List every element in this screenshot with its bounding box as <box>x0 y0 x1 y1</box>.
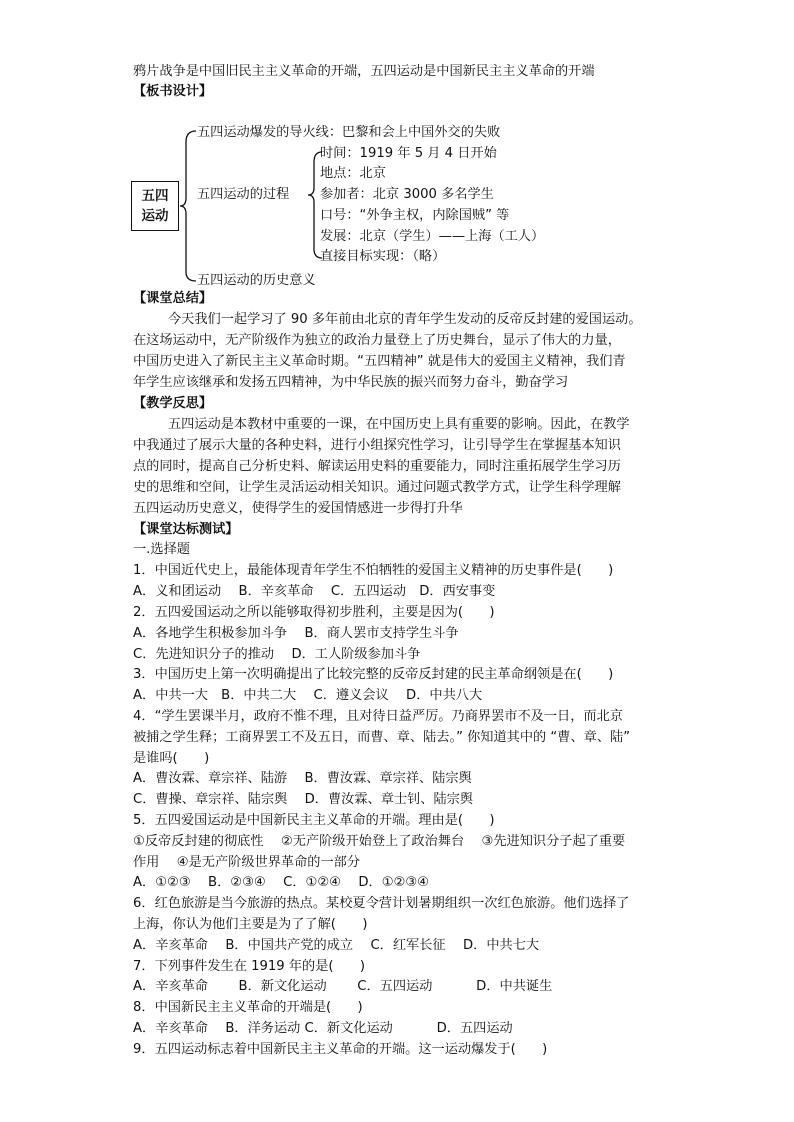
question-line: 是谁吗( ) <box>133 751 210 766</box>
question-line: 作用 ④是无产阶级世界革命的一部分 <box>133 855 361 870</box>
sub-development: 发展：北京（学生）——上海（工人） <box>320 229 545 244</box>
question-line: 2．五四爱国运动之所以能够取得初步胜利，主要是因为( ) <box>133 605 495 620</box>
question-line: A．辛亥革命 B．中国共产党的成立 C．红军长征 D．中共七大 <box>133 938 540 953</box>
question-line: 被捕之学生释；工商界罢工不及五日，而曹、章、陆去。” 你知道其中的 “曹、章、陆” <box>133 730 631 745</box>
reflection-line: 点的同时，提高自己分析史料、解读运用史料的重要能力，同时注重拓展学生学习历 <box>133 459 621 474</box>
question-line: 3．中国历史上第一次明确提出了比较完整的反帝反封建的民主革命纲领是在( ) <box>133 667 614 682</box>
summary-heading: 【课堂总结】 <box>133 291 213 306</box>
question-line: 7．下列事件发生在 1919 年的是( ) <box>133 959 366 974</box>
question-line: A．曹汝霖、章宗祥、陆游 B．曹汝霖、章宗祥、陆宗舆 <box>133 771 472 786</box>
topic-box-line1: 五四 <box>141 188 169 204</box>
question-line: A．中共一大 B．中共二大 C．遵义会议 D．中共八大 <box>133 688 483 703</box>
summary-line: 年学生应该继承和发扬五四精神，为中华民族的振兴而努力奋斗，勤奋学习 <box>133 375 569 390</box>
sub-slogan: 口号：“外争主权，内除国贼” 等 <box>320 208 510 223</box>
board-heading: 【板书设计】 <box>133 84 213 99</box>
sub-place: 地点：北京 <box>320 166 386 181</box>
question-line: A．辛亥革命 B．洋务运动 C．新文化运动 D．五四运动 <box>133 1021 513 1036</box>
sub-participants: 参加者：北京 3000 多名学生 <box>320 187 494 202</box>
main-bracket <box>180 131 196 281</box>
sub-time: 时间：1919 年 5 月 4 日开始 <box>320 146 497 161</box>
question-line: 1．中国近代史上，最能体现青年学生不怕牺牲的爱国主义精神的历史事件是( ) <box>133 563 614 578</box>
question-line: C．先进知识分子的推动 D．工人阶级参加斗争 <box>133 647 421 662</box>
reflection-line: 中我通过了展示大量的各种史料，进行小组探究性学习，让引导学生在掌握基本知识 <box>133 438 621 453</box>
question-line: A．①②③ B．②③④ C．①②④ D．①②③④ <box>133 875 430 890</box>
summary-line: 今天我们一起学习了 90 多年前由北京的青年学生发动的反帝反封建的爱国运动。 <box>168 312 642 327</box>
question-line: 5．五四爱国运动是中国新民主主义革命的开端。理由是( ) <box>133 813 495 828</box>
topic-box <box>131 181 179 231</box>
reflection-line: 五四运动是本教材中重要的一课，在中国历史上具有重要的影响。因此，在教学 <box>168 417 630 432</box>
topic-box-line2: 运动 <box>141 208 169 224</box>
section-title: 一.选择题 <box>133 542 190 557</box>
question-line: A．各地学生积极参加斗争 B．商人罢市支持学生斗争 <box>133 626 459 641</box>
question-line: A．辛亥革命 B．新文化运动 C．五四运动 D．中共诞生 <box>133 979 553 994</box>
question-line: 9．五四运动标志着中国新民主主义革命的开端。这一运动爆发于( ) <box>133 1042 548 1057</box>
test-heading: 【课堂达标测试】 <box>133 522 239 537</box>
reflection-line: 史的思维和空间，让学生灵活运动相关知识。通过问题式教学方式，让学生科学理解 <box>133 480 621 495</box>
question-line: 上海，你认为他们主要是为了了解( ) <box>133 917 368 932</box>
summary-line: 中国历史进入了新民主主义革命时期。“五四精神” 就是伟大的爱国主义精神，我们青 <box>133 354 626 369</box>
branch-significance: 五四运动的历史意义 <box>197 273 316 288</box>
summary-line: 在这场运动中，无产阶级作为独立的政治力量登上了历史舞台，显示了伟大的力量， <box>133 333 621 348</box>
branch-trigger: 五四运动爆发的导火线：巴黎和会上中国外交的失败 <box>197 125 501 140</box>
question-line: C．曹操、章宗祥、陆宗舆 D．曹汝霖、章士钊、陆宗舆 <box>133 792 474 807</box>
question-line: 8．中国新民主主义革命的开端是( ) <box>133 1000 363 1015</box>
question-line: 6．红色旅游是当今旅游的热点。某校夏令营计划暑期组织一次红色旅游。他们选择了 <box>133 896 630 911</box>
question-line: A．义和团运动 B．辛亥革命 C．五四运动 D．西安事变 <box>133 584 496 599</box>
branch-process: 五四运动的过程 <box>197 187 290 202</box>
reflection-heading: 【教学反思】 <box>133 396 213 411</box>
sub-goal: 直接目标实现：（略） <box>320 249 446 264</box>
question-line: ①反帝反封建的彻底性 ②无产阶级开始登上了政治舞台 ③先进知识分子起了重要 <box>133 834 626 849</box>
intro-line: 鸦片战争是中国旧民主主义革命的开端，五四运动是中国新民主主义革命的开端 <box>133 64 595 79</box>
question-line: 4．“学生罢课半月，政府不惟不理，且对待日益严厉。乃商界罢市不及一日，而北京 <box>133 709 623 724</box>
reflection-line: 五四运动历史意义，使得学生的爱国情感进一步得打升华 <box>133 501 463 516</box>
